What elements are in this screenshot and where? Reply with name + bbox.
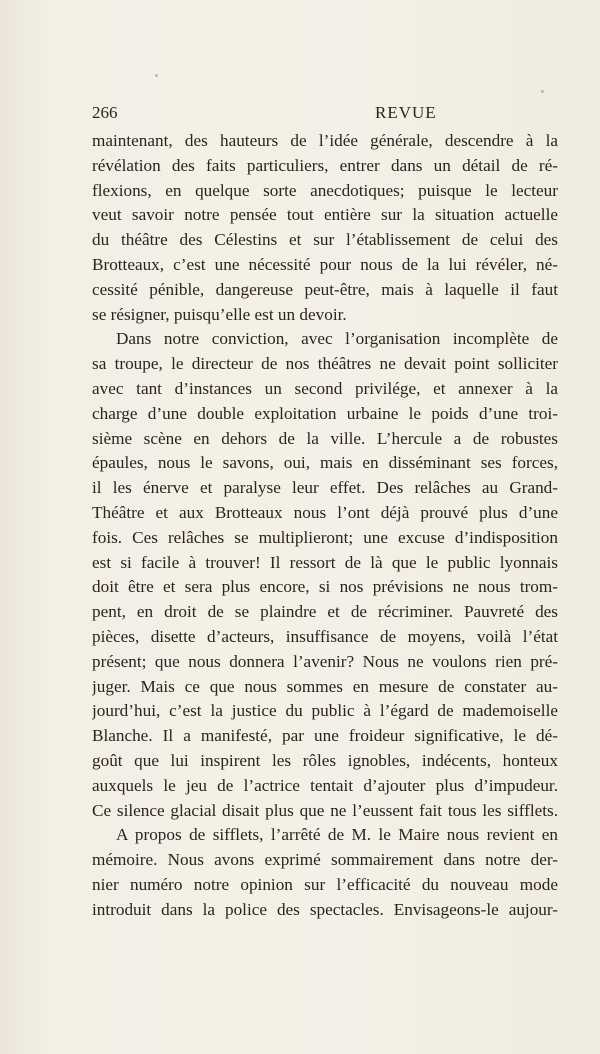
text-line: flexions, en quelque sorte anecdotiques; puisque le lecteur <box>92 180 558 200</box>
text-line: fois. Ces relâches se multiplieront; une excuse d’indisposition <box>92 527 558 547</box>
body-text <box>92 129 558 923</box>
text-line: épaules, nous le savons, oui, mais en disséminant ses forces, <box>92 453 558 473</box>
text-line: cessité pénible, dangereuse peut-être, mais à laquelle il faut <box>92 279 558 299</box>
text-line: avec tant d’instances un second privilége, et annexer à la <box>92 378 558 398</box>
text-line: pièces, disette d’acteurs, insuffisance de moyens, voilà l’état <box>92 626 558 646</box>
text-line: A propos de sifflets, l’arrêté de M. le Maire nous revient en <box>116 825 558 845</box>
paper-speck <box>541 90 544 93</box>
paper-speck <box>155 74 158 77</box>
text-line: mémoire. Nous avons exprimé sommairement dans notre der- <box>92 850 558 870</box>
text-line: Brotteaux, c’est une nécessité pour nous de la lui révéler, né- <box>92 254 558 274</box>
text-line: goût que lui inspirent les rôles ignobles, indécents, honteux <box>92 750 558 770</box>
text-line: se résigner, puisqu’elle est un devoir. <box>92 304 347 324</box>
text-line: il les énerve et paralyse leur effet. Des relâches au Grand- <box>92 478 558 498</box>
text-line: juger. Mais ce que nous sommes en mesure de constater au- <box>92 676 558 696</box>
text-line: Blanche. Il a manifesté, par une froideur significative, le dé- <box>92 726 558 746</box>
text-line: Théâtre et aux Brotteaux nous l’ont déjà prouvé plus d’une <box>92 502 558 522</box>
text-line: révélation des faits particuliers, entrer dans un détail de ré- <box>92 155 558 175</box>
text-line: sa troupe, le directeur de nos théâtres ne devait point solliciter <box>92 354 558 374</box>
text-line: est si facile à trouver! Il ressort de là que le public lyonnais <box>92 552 558 572</box>
text-line: charge d’une double exploitation urbaine le poids d’une troi- <box>92 403 558 423</box>
text-line: sième scène en dehors de la ville. L’hercule a de robustes <box>92 428 558 448</box>
text-line: veut savoir notre pensée tout entière sur la situation actuelle <box>92 205 558 225</box>
text-line: Dans notre conviction, avec l’organisation incomplète de <box>116 329 558 349</box>
text-line: maintenant, des hauteurs de l’idée générale, descendre à la <box>92 131 558 150</box>
text-line: jourd’hui, c’est la justice du public à l’égard de mademoiselle <box>92 701 558 721</box>
text-line: auxquels le jeu de l’actrice tentait d’ajouter plus d’impudeur. <box>92 775 558 795</box>
text-line: Ce silence glacial disait plus que ne l’eussent fait tous les sifflets. <box>92 800 558 820</box>
text-line: introduit dans la police des spectacles. Envisageons-le aujour- <box>92 899 558 919</box>
running-title: REVUE <box>375 103 437 122</box>
text-line: présent; que nous donnera l’avenir? Nous ne voulons rien pré- <box>92 651 558 671</box>
text-line: doit être et sera plus encore, si nos prévisions ne nous trom- <box>92 577 558 597</box>
text-line: pent, en droit de se plaindre et de récriminer. Pauvreté des <box>92 602 558 622</box>
page-number: 266 <box>92 103 118 122</box>
page-header <box>92 103 562 127</box>
text-line: nier numéro notre opinion sur l’efficacité du nouveau mode <box>92 874 558 894</box>
text-line: du théâtre des Célestins et sur l’établissement de celui des <box>92 230 558 250</box>
